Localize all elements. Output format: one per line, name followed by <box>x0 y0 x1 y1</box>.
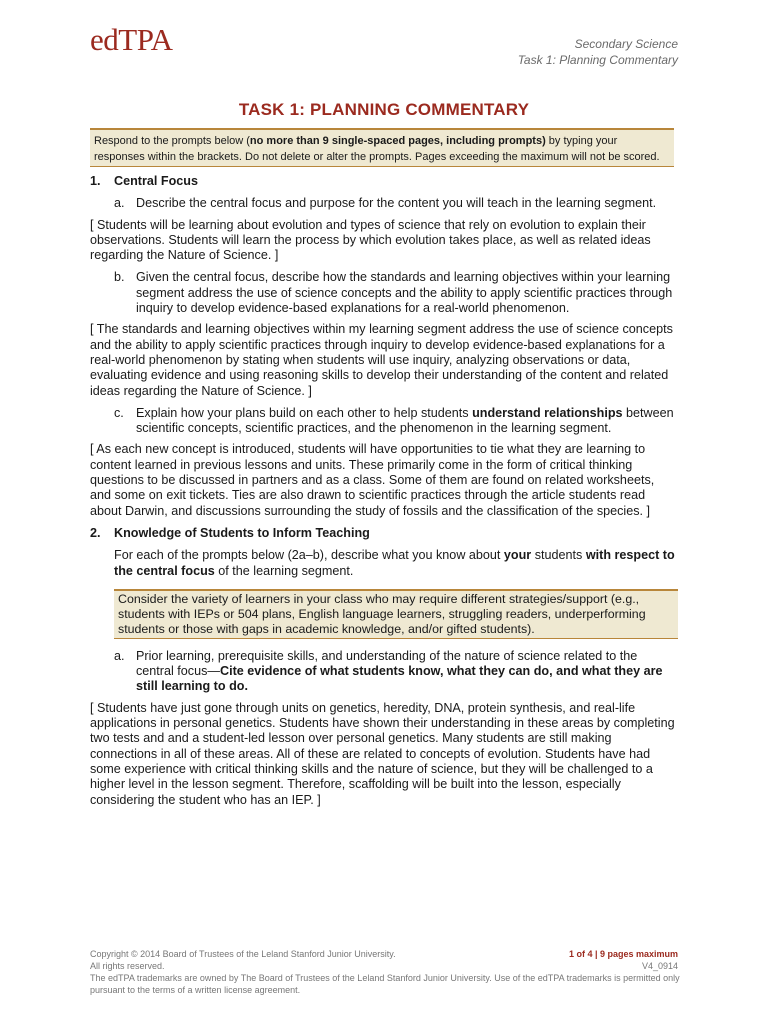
intro-bold-your: your <box>503 548 532 563</box>
prompt-text-post: between scientific concepts, scientific practices, and the phenomenon in the learning segment. <box>136 405 674 436</box>
section-number: 1. <box>90 174 101 188</box>
section-number: 2. <box>90 525 101 540</box>
page-title: TASK 1: PLANNING COMMENTARY <box>238 100 530 119</box>
edtpa-logo: edTPA <box>90 22 173 57</box>
commentary-body <box>90 174 678 815</box>
response-2a: [ Students have just gone through units on genetics, heredity, DNA, protein synthesis, and real-life applications in personal genetics. Students have shown their understanding in these areas by completing two tests and and a student-led lesson over personal genetics. Many students are still making connections in all of these areas. All of these are related to concepts of evolution. Students have had some experience with critical thinking skills and the nature of science, but they will be challenged to a higher level in the lesson segment. Therefore, scaffolding will be built into the lesson, especially considering the student who has an IEP. ] <box>90 700 675 807</box>
intro-pre: For each of the prompts below (2a–b), describe what you know about <box>114 548 504 563</box>
response-1b: [ The standards and learning objectives within my learning segment address the use of science concepts and the ability to apply scientific practices through inquiry to develop evidence-based explanations for a real-world phenomenon by stating when students will use inquiry, analyzing observations or data, evaluating evidence and using reasoning skills to develop their understanding of the content and related ideas regarding the Nature of Science. ] <box>90 322 673 398</box>
prompt-letter: a. <box>114 648 125 663</box>
section-title: Central Focus <box>114 174 198 188</box>
section-2-heading <box>90 526 678 541</box>
prompt-text-pre: Explain how your plans build on each other to help students <box>136 405 473 420</box>
prompt-text-bold: Cite evidence of what students know, what they can do, and what they are still learning to do. <box>136 664 663 694</box>
footer-trademark: The edTPA trademarks are owned by The Board of Trustees of the Leland Stanford Junior University. Use of the edTPA trademarks is permitted only pursuant to the terms of a written license agreement. <box>90 973 680 995</box>
intro-post: of the learning segment. <box>214 563 354 578</box>
prompt-letter: b. <box>114 270 125 285</box>
instructions-box <box>90 128 674 167</box>
prompt-1a <box>90 196 678 211</box>
prompt-text: Describe the central focus and purpose for the content you will teach in the learning segment. <box>136 196 657 211</box>
instructions-bold: no more than 9 single-spaced pages, including prompts) <box>249 135 546 147</box>
instructions-pre: Respond to the prompts below ( <box>94 135 250 147</box>
section-2-intro <box>90 548 678 579</box>
section-1-heading <box>90 174 678 189</box>
footer-copyright: Copyright © 2014 Board of Trustees of the Leland Stanford Junior University. <box>90 949 396 959</box>
response-1a: [ Students will be learning about evolution and types of science that rely on evolution to explain their observations. Students will learn the process by which evolution takes place, as well as related ideas regarding the Nature of Science. ] <box>90 217 651 263</box>
header-task: Task 1: Planning Commentary <box>517 53 678 67</box>
instructions-post: by typing your responses within the brackets. Do not delete or alter the prompts. Pages exceeding the maximum will not be scored. <box>94 135 660 163</box>
prompt-1b <box>90 270 678 316</box>
prompt-1c <box>90 406 678 437</box>
footer-page-info <box>569 948 678 972</box>
prompt-text: Given the central focus, describe how the standards and learning objectives within your learning segment address the use of science concepts and the ability to apply scientific practices through inquiry to develop evidence-based explanations for a real-world phenomenon. <box>136 270 673 316</box>
page-count: 1 of 4 | 9 pages maximum <box>568 949 678 959</box>
header-subject: Secondary Science <box>574 37 678 51</box>
response-1c: [ As each new concept is introduced, students will have opportunities to tie what they are learning to content learned in previous lessons and units. These primarily come in the form of critical thinking questions to be discussed in partners and as a class. Some of them are found on related worksheets, and some on exit tickets. Ties are also drawn to scientific practices through the article students read about Darwin, and discussions surrounding the study of fossils and the classification of the species. ] <box>90 442 655 518</box>
prompt-letter: c. <box>114 405 124 420</box>
intro-mid: students <box>531 548 586 563</box>
footer-rights: All rights reserved. <box>90 961 165 971</box>
prompt-2a <box>90 649 678 695</box>
prompt-letter: a. <box>114 196 125 211</box>
intro-bold-focus: with respect to the central focus <box>114 548 675 578</box>
section-title: Knowledge of Students to Inform Teaching <box>114 525 370 540</box>
running-header <box>518 36 678 68</box>
learner-variety-note: Consider the variety of learners in your class who may require different strategies/support (e.g., students with IEPs or 504 plans, English language learners, struggling readers, underperforming students or those with gaps in academic knowledge, and/or gifted students). <box>114 589 678 639</box>
prompt-text-bold: understand relationships <box>472 405 623 420</box>
prompt-text-pre: Prior learning, prerequisite skills, and understanding of the nature of science related to the central focus— <box>136 648 638 679</box>
version-code: V4_0914 <box>641 961 678 971</box>
